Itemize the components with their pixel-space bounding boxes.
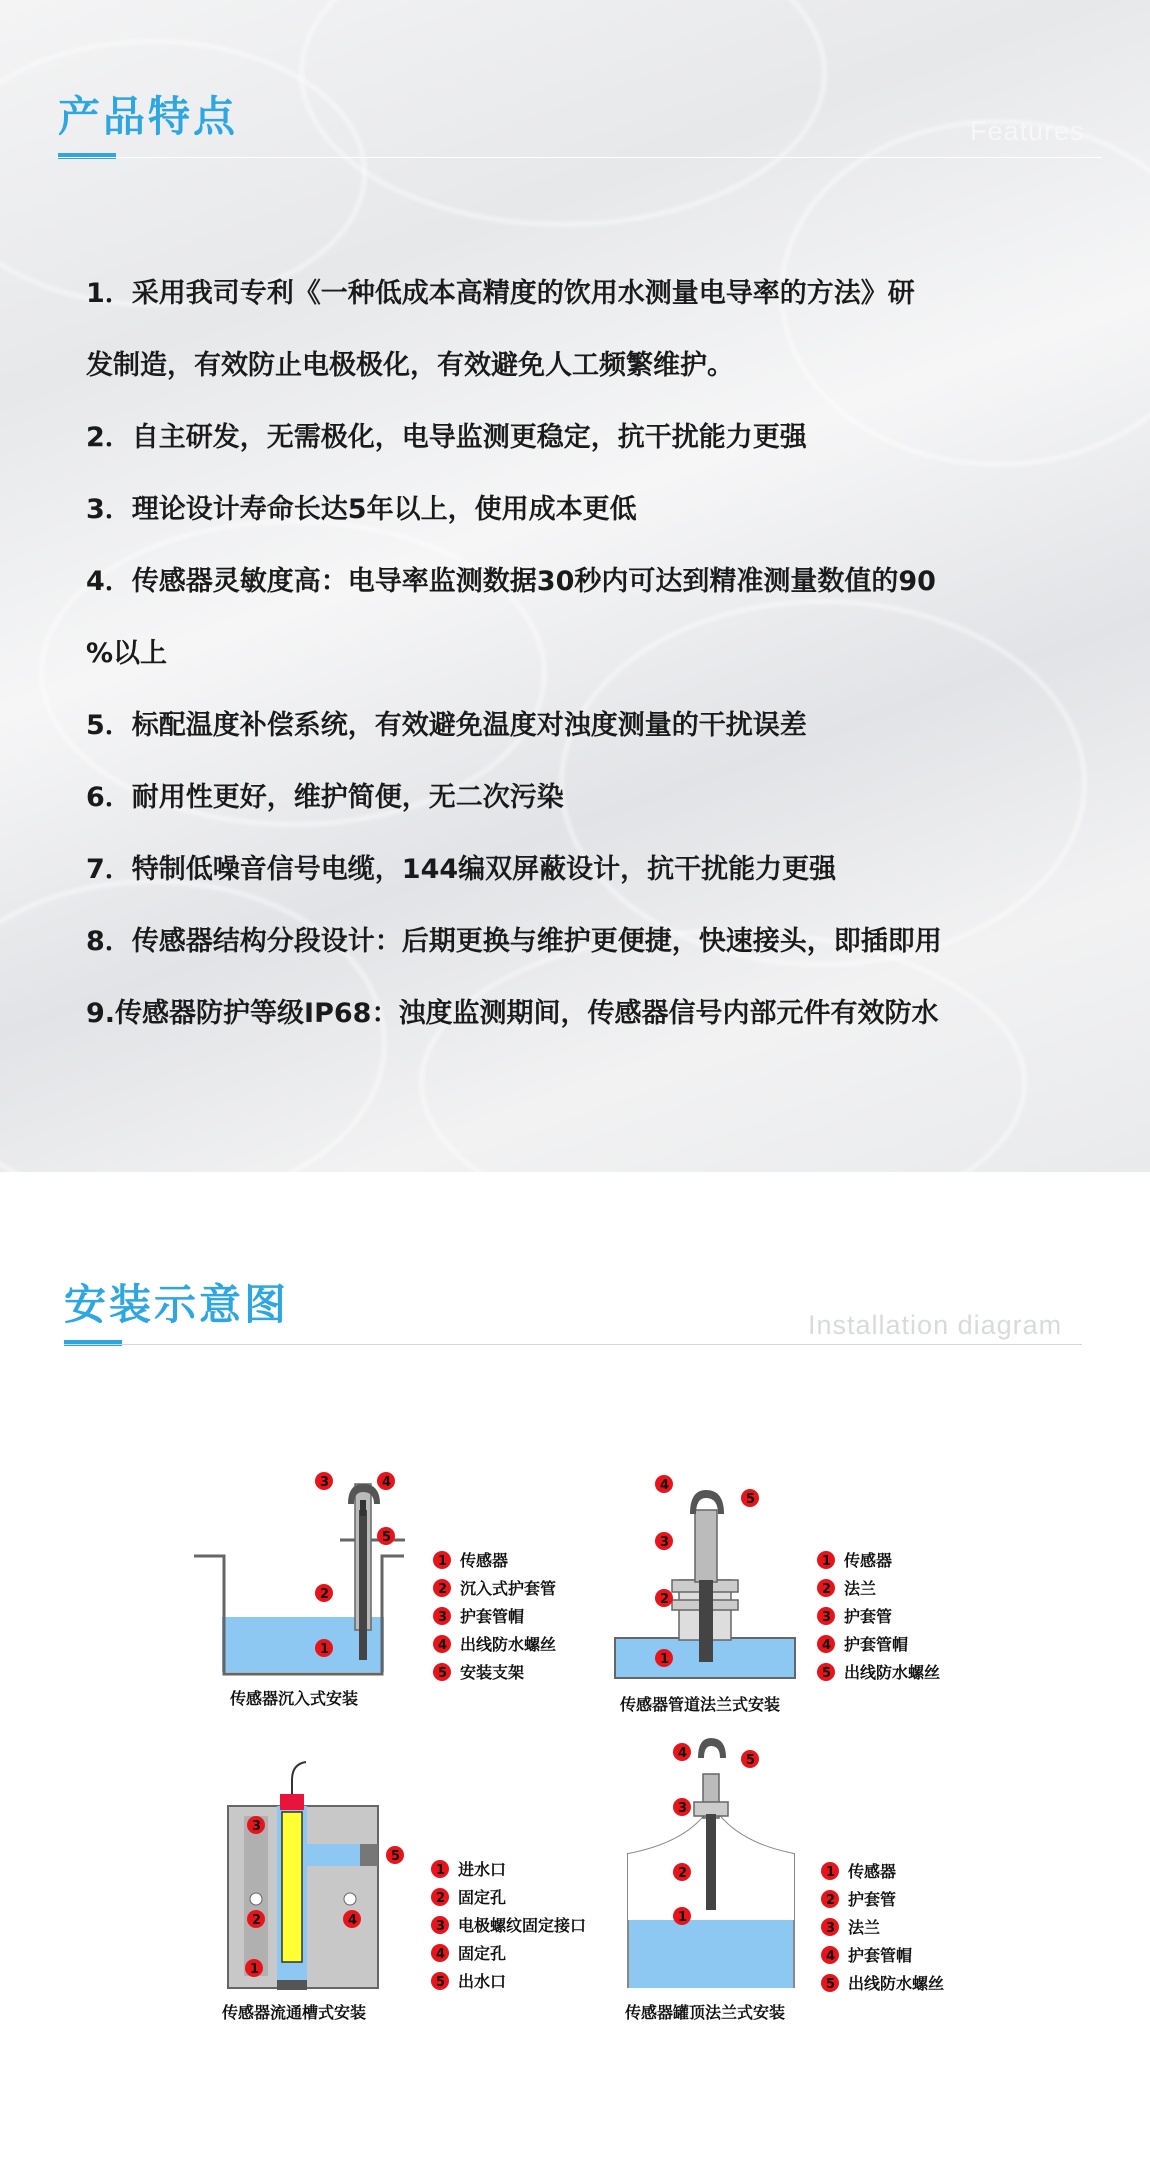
thread-interface (280, 1794, 304, 1810)
features-divider (58, 157, 1102, 158)
feature-line: 9.传感器防护等级IP68：浊度监测期间，传感器信号内部元件有效防水 (86, 998, 939, 1029)
marker-4-label: 4 (382, 1475, 392, 1490)
marker-2-label: 2 (678, 1866, 688, 1881)
legend-num: 1 (826, 1865, 836, 1880)
marker-2-label: 2 (252, 1913, 262, 1928)
feature-line: 4．传感器灵敏度高：电导率监测数据30秒内可达到精准测量数值的90 (86, 566, 936, 597)
features-title: 产品特点 (58, 92, 239, 141)
legend-text: 传感器 (460, 1551, 509, 1570)
marker-3-label: 3 (320, 1475, 330, 1490)
legend-text: 护套管帽 (460, 1607, 525, 1626)
sensor-body (699, 1580, 713, 1662)
legend (431, 1860, 586, 1991)
legend-num: 5 (826, 1977, 836, 1992)
legend-text: 法兰 (848, 1918, 881, 1937)
feature-line: 7．特制低噪音信号电缆，144编双屏蔽设计，抗干扰能力更强 (86, 854, 837, 885)
legend-text: 安装支架 (460, 1663, 525, 1682)
marker-5-label: 5 (391, 1849, 401, 1864)
marker-4-label: 4 (678, 1746, 688, 1761)
legend-text: 进水口 (458, 1860, 507, 1879)
marker-1-label: 1 (250, 1962, 260, 1977)
legend-text: 出水口 (458, 1972, 507, 1991)
outlet-channel (300, 1844, 360, 1866)
feature-line: 8．传感器结构分段设计：后期更换与维护更便捷，快速接头，即插即用 (86, 926, 942, 957)
legend-num: 3 (436, 1919, 446, 1934)
legend-text: 出线防水螺丝 (848, 1974, 945, 1993)
legend-text: 电极螺纹固定接口 (458, 1916, 587, 1935)
marker-4-label: 4 (348, 1913, 358, 1928)
water-caustic (300, 0, 826, 226)
inlet-port (277, 1980, 307, 1990)
legend-num: 4 (436, 1947, 446, 1962)
feature-line: 发制造，有效防止电极极化，有效避免人工频繁维护。 (86, 350, 734, 381)
legend-text: 护套管 (844, 1607, 893, 1626)
sensor-body (706, 1814, 716, 1910)
legend-num: 2 (436, 1891, 446, 1906)
legend-num: 3 (826, 1921, 836, 1936)
cable-screw (360, 1500, 366, 1516)
legend-text: 固定孔 (458, 1944, 507, 1963)
legend-text: 护套管帽 (844, 1635, 909, 1654)
flange (694, 1802, 728, 1816)
legend-num: 4 (826, 1949, 836, 1964)
legend-text: 传感器 (848, 1862, 897, 1881)
diagram-caption: 传感器流通槽式安装 (222, 2003, 367, 2022)
marker-2-label: 2 (660, 1592, 670, 1607)
features-list (86, 258, 1086, 1050)
legend-text: 出线防水螺丝 (460, 1635, 557, 1654)
diagram-caption: 传感器管道法兰式安装 (620, 1695, 781, 1714)
legend-num: 3 (438, 1610, 448, 1625)
diagram-caption: 传感器沉入式安装 (230, 1689, 359, 1708)
legend-num: 4 (438, 1638, 448, 1653)
legend-num: 5 (822, 1666, 832, 1681)
marker-1-label: 1 (320, 1642, 330, 1657)
feature-line: 3．理论设计寿命长达5年以上，使用成本更低 (86, 494, 637, 525)
fixing-hole (250, 1893, 262, 1905)
legend-num: 2 (826, 1893, 836, 1908)
marker-2-label: 2 (320, 1587, 330, 1602)
legend-text: 沉入式护套管 (460, 1579, 557, 1598)
legend-num: 3 (822, 1610, 832, 1625)
install-title: 安装示意图 (64, 1280, 290, 1329)
marker-5-label: 5 (746, 1753, 756, 1768)
tube-cap (698, 1738, 726, 1758)
legend-num: 4 (822, 1638, 832, 1653)
diagram-flow-cell (221, 1762, 586, 2022)
marker-3-label: 3 (678, 1801, 688, 1816)
legend-num: 5 (438, 1666, 448, 1681)
diagram-caption: 传感器罐顶法兰式安装 (625, 2003, 786, 2022)
legend (821, 1862, 944, 1993)
legend-num: 1 (822, 1554, 832, 1569)
legend-text: 护套管 (848, 1890, 897, 1909)
legend-text: 出线防水螺丝 (844, 1663, 941, 1682)
protective-tube (695, 1510, 717, 1582)
sensor-body (359, 1510, 367, 1660)
fixing-hole (344, 1893, 356, 1905)
install-title-accent (64, 1340, 122, 1346)
legend-text: 护套管帽 (848, 1946, 913, 1965)
marker-4-label: 4 (660, 1478, 670, 1493)
install-divider (64, 1344, 1082, 1345)
outlet-port (360, 1844, 378, 1866)
diagram-pipe-flange (615, 1475, 940, 1714)
legend (817, 1551, 940, 1682)
features-title-accent (58, 153, 116, 159)
diagram-immersion (194, 1472, 556, 1708)
legend-num: 1 (438, 1554, 448, 1569)
feature-line: 1．采用我司专利《一种低成本高精度的饮用水测量电导率的方法》研 (86, 278, 915, 309)
marker-5-label: 5 (382, 1530, 392, 1545)
feature-line: 6．耐用性更好，维护简便，无二次污染 (86, 782, 564, 813)
marker-1-label: 1 (660, 1652, 670, 1667)
legend (433, 1551, 556, 1682)
feature-line: 5．标配温度补偿系统，有效避免温度对浊度测量的干扰误差 (86, 710, 807, 741)
sensor-cable (292, 1762, 306, 1794)
installation-diagram (190, 1440, 970, 2050)
legend-num: 1 (436, 1863, 446, 1878)
legend-num: 2 (822, 1582, 832, 1597)
marker-3-label: 3 (252, 1819, 262, 1834)
feature-line: %以上 (86, 638, 168, 669)
install-subtitle-en: Installation diagram (808, 1310, 1063, 1340)
marker-1-label: 1 (678, 1910, 688, 1925)
features-subtitle-en: Features (970, 116, 1085, 146)
legend-num: 2 (438, 1582, 448, 1597)
marker-3-label: 3 (660, 1535, 670, 1550)
legend-text: 法兰 (844, 1579, 877, 1598)
legend-num: 5 (436, 1975, 446, 1990)
diagram-tank-top-flange (624, 1738, 944, 2022)
sensor-body (282, 1812, 302, 1962)
feature-line: 2．自主研发，无需极化，电导监测更稳定，抗干扰能力更强 (86, 422, 807, 453)
legend-text: 固定孔 (458, 1888, 507, 1907)
legend-text: 传感器 (844, 1551, 893, 1570)
marker-5-label: 5 (746, 1492, 756, 1507)
